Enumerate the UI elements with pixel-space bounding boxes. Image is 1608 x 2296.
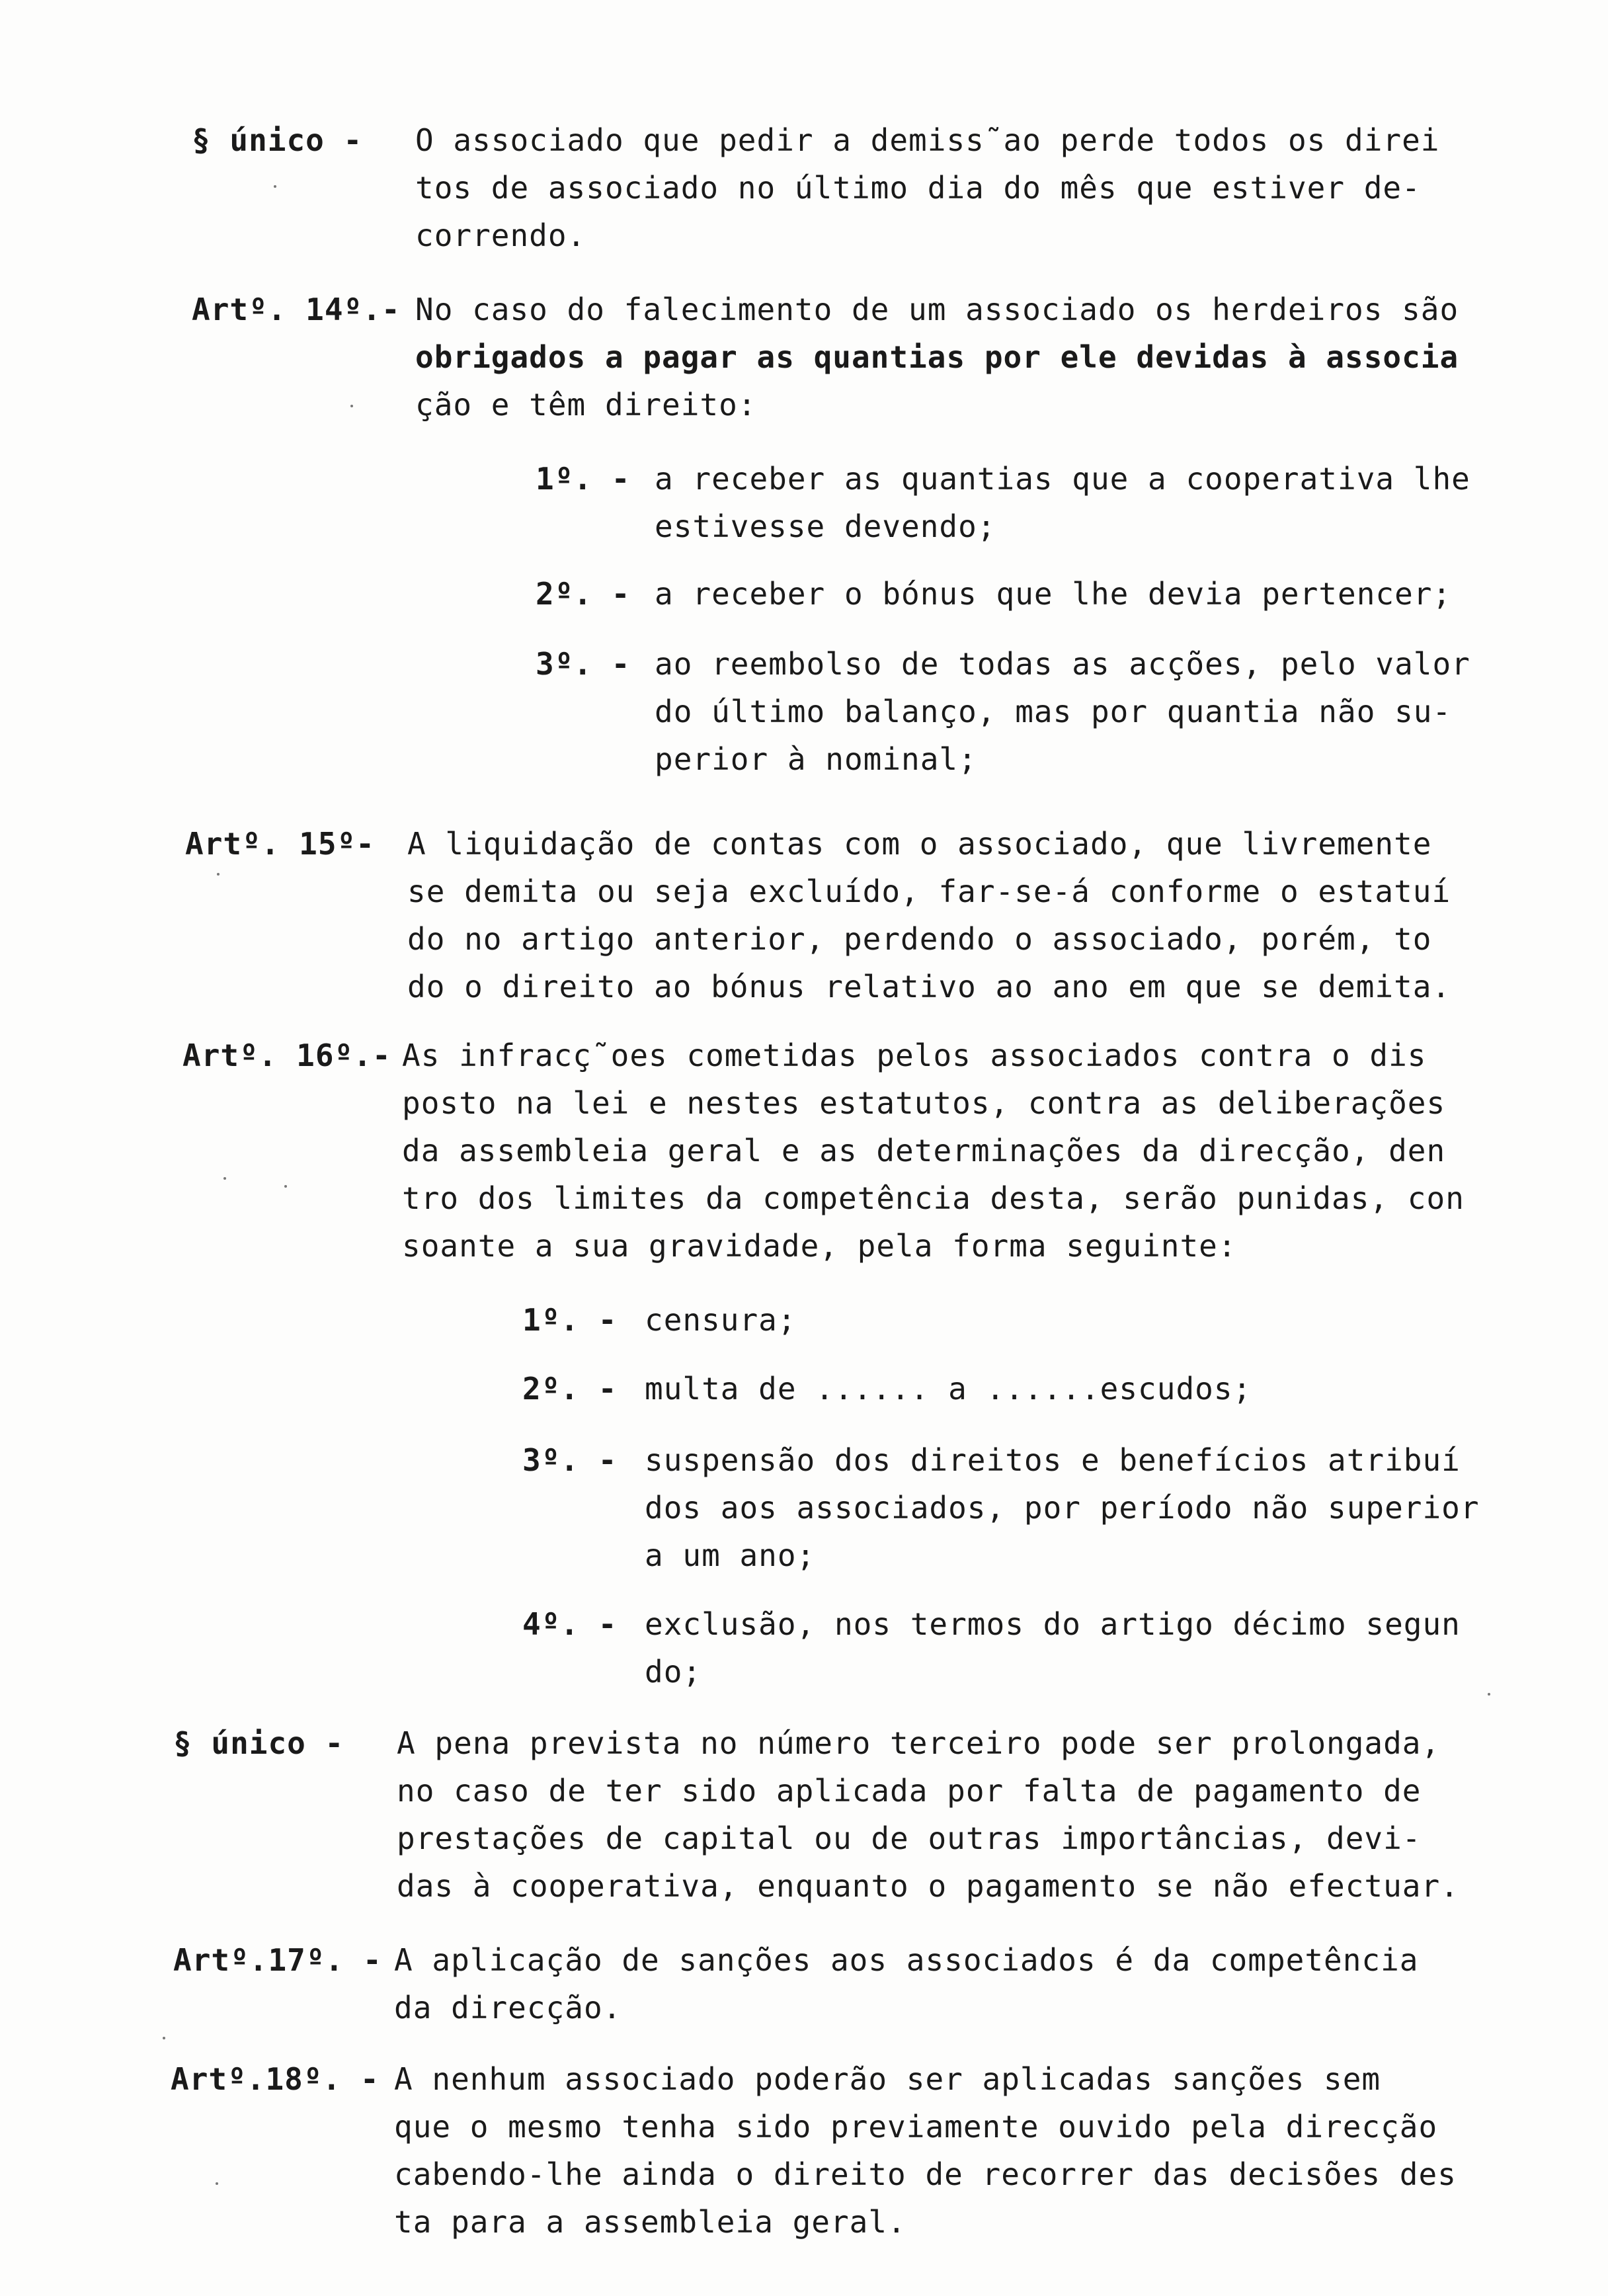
item-number: 2º. - bbox=[536, 576, 631, 612]
text-line: perior à nominal; bbox=[655, 741, 977, 777]
text-line: ao reembolso de todas as acções, pelo valor bbox=[655, 646, 1470, 682]
text-line: do último balanço, mas por quantia não su- bbox=[655, 694, 1452, 729]
text-line: cabendo-lhe ainda o direito de recorrer das decisões des bbox=[394, 2156, 1457, 2192]
article-text bbox=[407, 820, 1451, 1010]
text-line: suspensão dos direitos e benefícios atribuí bbox=[645, 1442, 1461, 1478]
text-line: exclusão, nos termos do artigo décimo segun bbox=[645, 1606, 1461, 1642]
text-line: ta para a assembleia geral. bbox=[394, 2204, 906, 2240]
text-line: censura; bbox=[645, 1302, 797, 1338]
section-text bbox=[415, 116, 1440, 259]
text-line: a um ano; bbox=[645, 1538, 816, 1573]
text-line: se demita ou seja excluído, far-se-á conforme o estatuí bbox=[407, 874, 1451, 909]
article-text bbox=[394, 2055, 1457, 2246]
text-line: a receber o bónus que lhe devia pertencer; bbox=[655, 576, 1452, 612]
text-line: A pena prevista no número terceiro pode ser prolongada, bbox=[397, 1725, 1441, 1761]
scan-speck bbox=[284, 1185, 287, 1188]
article-label: Artº. 16º.- bbox=[182, 1038, 391, 1073]
text-line: das à cooperativa, enquanto o pagamento se não efectuar. bbox=[397, 1868, 1459, 1904]
item-text bbox=[655, 455, 1470, 550]
item-number: 1º. - bbox=[536, 461, 631, 497]
text-line: posto na lei e nestes estatutos, contra as deliberações bbox=[402, 1085, 1446, 1121]
article-label: Artº. 15º- bbox=[185, 826, 375, 862]
text-line: As infracç˜oes cometidas pelos associados contra o dis bbox=[402, 1038, 1427, 1073]
text-line: multa de ...... a ......escudos; bbox=[645, 1371, 1252, 1407]
section-label: § único - bbox=[173, 1725, 344, 1761]
item-number: 3º. - bbox=[522, 1442, 618, 1478]
scan-speck bbox=[223, 1177, 226, 1180]
section-label: § único - bbox=[192, 122, 363, 158]
scan-speck bbox=[163, 2037, 165, 2039]
item-text bbox=[655, 570, 1451, 618]
text-line: a receber as quantias que a cooperativa lhe bbox=[655, 461, 1470, 497]
text-line: do o direito ao bónus relativo ao ano em que se demita. bbox=[407, 969, 1451, 1004]
item-number: 4º. - bbox=[522, 1606, 618, 1642]
text-line: que o mesmo tenha sido previamente ouvido pela direcção bbox=[394, 2109, 1438, 2145]
section-text bbox=[397, 1719, 1459, 1910]
text-line: da direcção. bbox=[394, 1990, 622, 2026]
text-line: prestações de capital ou de outras importâncias, devi- bbox=[397, 1821, 1422, 1856]
article-label: Artº.18º. - bbox=[171, 2061, 380, 2097]
text-line: tos de associado no último dia do mês que estiver de- bbox=[415, 170, 1421, 206]
text-line: no caso de ter sido aplicada por falta de pagamento de bbox=[397, 1773, 1422, 1809]
text-line: A nenhum associado poderão ser aplicadas sanções sem bbox=[394, 2061, 1381, 2097]
item-text bbox=[645, 1365, 1252, 1413]
text-line: No caso do falecimento de um associado os herdeiros são bbox=[415, 292, 1459, 327]
text-line: soante a sua gravidade, pela forma seguinte: bbox=[402, 1228, 1237, 1264]
text-line: A aplicação de sanções aos associados é da competência bbox=[394, 1942, 1419, 1978]
scan-speck bbox=[274, 185, 276, 188]
text-line: ção e têm direito: bbox=[415, 387, 757, 423]
item-text bbox=[645, 1436, 1480, 1579]
item-text bbox=[645, 1600, 1461, 1696]
article-text bbox=[402, 1032, 1465, 1270]
article-text bbox=[415, 286, 1459, 429]
article-text bbox=[394, 1936, 1419, 2031]
item-number: 3º. - bbox=[536, 646, 631, 682]
text-line: obrigados a pagar as quantias por ele devidas à associa bbox=[415, 339, 1459, 375]
item-text bbox=[655, 640, 1470, 783]
scan-speck bbox=[1488, 1693, 1490, 1696]
item-number: 1º. - bbox=[522, 1302, 618, 1338]
text-line: da assembleia geral e as determinações da direcção, den bbox=[402, 1133, 1446, 1168]
text-line: correndo. bbox=[415, 218, 586, 253]
text-line: tro dos limites da competência desta, serão punidas, con bbox=[402, 1180, 1465, 1216]
text-line: estivesse devendo; bbox=[655, 509, 996, 544]
article-label: Artº.17º. - bbox=[173, 1942, 382, 1978]
article-label: Artº. 14º.- bbox=[192, 292, 401, 327]
text-line: O associado que pedir a demiss˜ao perde todos os direi bbox=[415, 122, 1440, 158]
scan-speck bbox=[350, 405, 353, 407]
text-line: do; bbox=[645, 1654, 702, 1690]
scan-speck bbox=[216, 2182, 218, 2185]
scan-speck bbox=[217, 873, 220, 876]
text-line: A liquidação de contas com o associado, que livremente bbox=[407, 826, 1432, 862]
item-number: 2º. - bbox=[522, 1371, 618, 1407]
text-line: do no artigo anterior, perdendo o associado, porém, to bbox=[407, 921, 1432, 957]
text-line: dos aos associados, por período não superior bbox=[645, 1490, 1480, 1526]
item-text bbox=[645, 1296, 797, 1344]
